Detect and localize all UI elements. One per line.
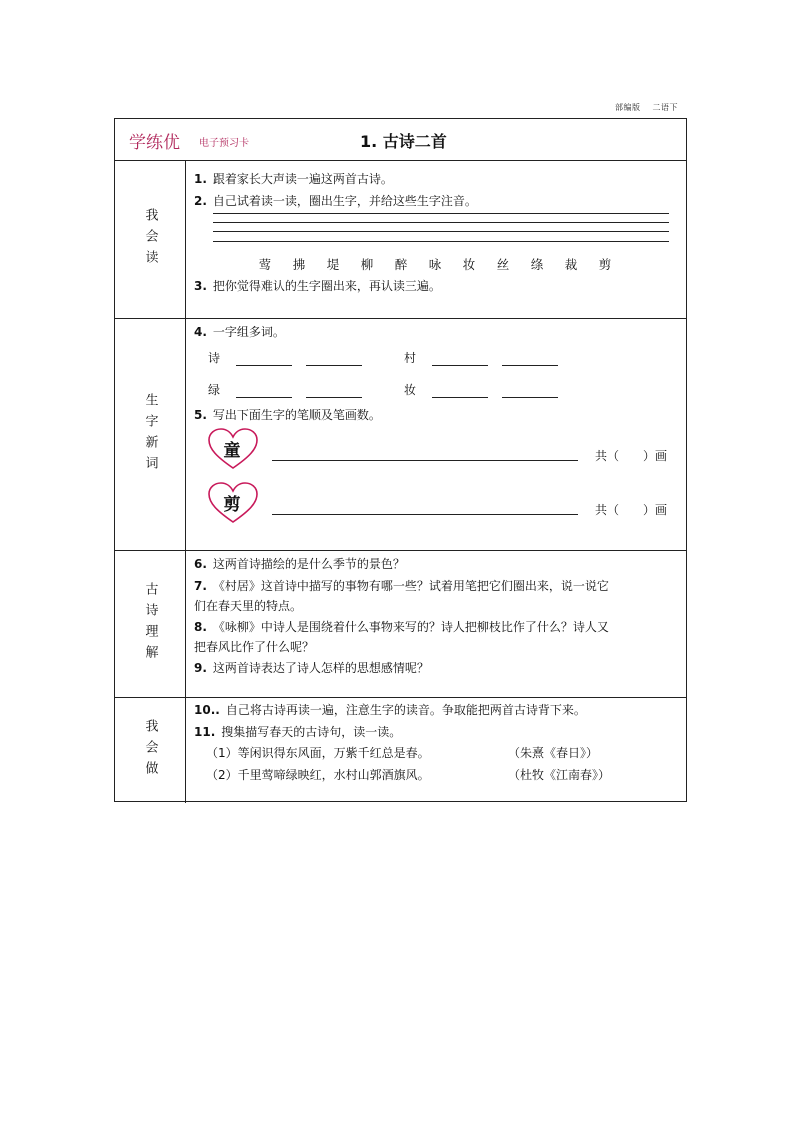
poem-line-1: （1）等闲识得东风面，万紫千红总是春。 [206, 746, 430, 760]
answer-blank[interactable] [236, 351, 292, 366]
new-characters [248, 255, 622, 273]
question-4: 4. 一字组多词。 [194, 325, 285, 339]
section-read [115, 161, 686, 319]
pinyin-line-2[interactable] [213, 222, 669, 223]
section-understand-label: 古诗理解 [142, 582, 158, 666]
poem-source-1: （朱熹《春日》） [508, 746, 599, 760]
group-char: 诗 [208, 351, 221, 365]
brand-subtitle: 电子预习卡 [199, 138, 249, 149]
new-char: 剪 [598, 257, 612, 272]
question-10: 10.. 自己将古诗再读一遍，注意生字的读音。争取能把两首古诗背下来。 [194, 703, 586, 717]
heart-frame [207, 427, 259, 471]
preview-card [114, 118, 687, 802]
answer-blank[interactable] [306, 383, 362, 398]
publisher-label: 部编版 [615, 103, 641, 112]
new-char: 堤 [326, 257, 340, 272]
question-2: 2. 自己试着读一读，圈出生字，并给这些生字注音。 [194, 194, 477, 208]
question-6: 6. 这两首诗描绘的是什么季节的景色？ [194, 557, 405, 571]
stroke-char: 童 [223, 441, 241, 461]
section-read-label-cell [115, 161, 186, 318]
answer-blank[interactable] [432, 351, 488, 366]
word-group-row-2b [404, 381, 558, 398]
question-9: 9. 这两首诗表达了诗人怎样的思想感情呢？ [194, 661, 429, 675]
section-understand-content [186, 551, 686, 697]
section-understand [115, 551, 686, 698]
stroke-char: 剪 [223, 495, 241, 515]
new-char: 妆 [462, 257, 476, 272]
answer-blank[interactable] [502, 351, 558, 366]
section-words [115, 319, 686, 551]
brand-logo-text: 学练优 [129, 133, 180, 153]
section-do [115, 698, 686, 803]
question-11: 11. 搜集描写春天的古诗句，读一读。 [194, 725, 402, 739]
stroke-count: 共（ ）画 [595, 503, 668, 517]
section-do-label-cell [115, 698, 186, 803]
section-read-label: 我会读 [142, 208, 158, 271]
answer-blank[interactable] [502, 383, 558, 398]
section-words-label: 生字新词 [142, 392, 158, 477]
new-char: 醉 [394, 257, 408, 272]
word-group-row-2 [208, 381, 362, 398]
stroke-order-line[interactable] [272, 460, 578, 461]
poem-source-2: （杜牧《江南春》） [508, 768, 611, 782]
page-title: 1. 古诗二首 [360, 132, 447, 151]
question-7: 7. 《村居》这首诗中描写的事物有哪一些？试着用笔把它们圈出来，说一说它 [194, 579, 609, 593]
question-1: 1. 跟着家长大声读一遍这两首古诗。 [194, 172, 393, 186]
pinyin-line-3[interactable] [213, 231, 669, 232]
answer-blank[interactable] [432, 383, 488, 398]
question-3: 3. 把你觉得难认的生字圈出来，再认读三遍。 [194, 279, 441, 293]
new-char: 裁 [564, 257, 578, 272]
group-char: 绿 [208, 383, 221, 397]
header-row [115, 119, 686, 161]
group-char: 妆 [404, 383, 417, 397]
stroke-order-line[interactable] [272, 514, 578, 515]
edition-label [615, 102, 678, 113]
section-do-label: 我会做 [142, 719, 158, 782]
section-words-label-cell [115, 319, 186, 550]
pinyin-line-1[interactable] [213, 213, 669, 214]
question-8-cont: 把春风比作了什么呢？ [194, 640, 315, 654]
answer-blank[interactable] [306, 351, 362, 366]
new-char: 莺 [258, 257, 272, 272]
new-char: 绦 [530, 257, 544, 272]
new-char: 拂 [292, 257, 306, 272]
group-char: 村 [404, 351, 417, 365]
grade-label: 二语下 [652, 103, 678, 112]
stroke-count: 共（ ）画 [595, 449, 668, 463]
section-understand-label-cell [115, 551, 186, 697]
new-char: 咏 [428, 257, 442, 272]
section-read-content [186, 161, 686, 318]
section-do-content [186, 698, 686, 803]
heart-frame [207, 481, 259, 525]
section-words-content [186, 319, 686, 550]
word-group-row-1 [208, 349, 362, 366]
question-8: 8. 《咏柳》中诗人是围绕着什么事物来写的？诗人把柳枝比作了什么？诗人又 [194, 620, 609, 634]
new-char: 丝 [496, 257, 510, 272]
new-char: 柳 [360, 257, 374, 272]
pinyin-line-4[interactable] [213, 241, 669, 242]
question-5: 5. 写出下面生字的笔顺及笔画数。 [194, 408, 381, 422]
word-group-row-1b [404, 349, 558, 366]
question-7-cont: 们在春天里的特点。 [194, 599, 303, 613]
poem-line-2: （2）千里莺啼绿映红，水村山郭酒旗风。 [206, 768, 430, 782]
answer-blank[interactable] [236, 383, 292, 398]
